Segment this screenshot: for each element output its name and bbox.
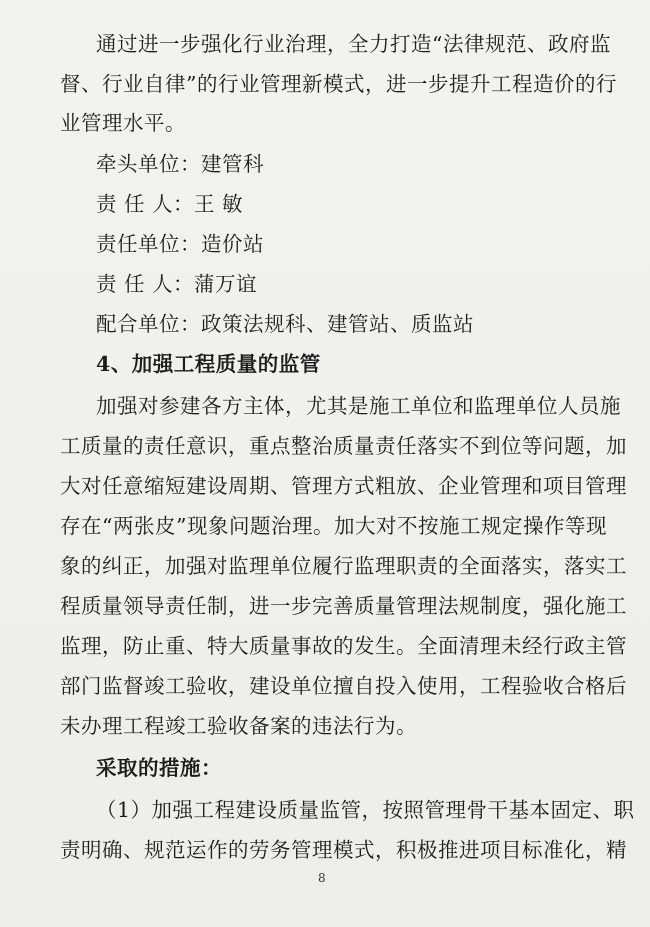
paragraph-2-line-9: 未办理工程竣工验收备案的违法行为。 bbox=[60, 714, 417, 738]
page-number: 8 bbox=[318, 871, 326, 885]
paragraph-2-line-7: 监理，防止重、特大质量事故的发生。全面清理未经行政主管 bbox=[60, 634, 627, 658]
measures-heading: 采取的措施： bbox=[96, 756, 222, 780]
measure-1-line-1: （1）加强工程建设质量监管，按照管理骨干基本固定、职 bbox=[96, 798, 635, 822]
paragraph-2-line-2: 工质量的责任意识，重点整治质量责任落实不到位等问题，加 bbox=[60, 434, 627, 458]
responsible-unit: 责任单位：造价站 bbox=[96, 232, 264, 256]
responsible-person-1: 责 任 人：王 敏 bbox=[96, 192, 244, 216]
section-heading: 4、加强工程质量的监管 bbox=[96, 352, 321, 376]
measure-1-line-2: 责明确、规范运作的劳务管理模式，积极推进项目标准化，精 bbox=[60, 838, 627, 862]
cooperating-units: 配合单位：政策法规科、建管站、质监站 bbox=[96, 312, 474, 336]
paragraph-2-line-4: 存在“两张皮”现象问题治理。加大对不按施工规定操作等现 bbox=[60, 514, 607, 538]
paragraph-2-line-6: 程质量领导责任制，进一步完善质量管理法规制度，强化施工 bbox=[60, 594, 627, 618]
paragraph-1-line-2: 督、行业自律”的行业管理新模式，进一步提升工程造价的行 bbox=[60, 72, 617, 96]
paragraph-2-line-1: 加强对参建各方主体，尤其是施工单位和监理单位人员施 bbox=[96, 394, 621, 418]
paragraph-1-line-1: 通过进一步强化行业治理，全力打造“法律规范、政府监 bbox=[96, 32, 611, 56]
paragraph-1-line-3: 业管理水平。 bbox=[60, 111, 186, 135]
paragraph-2-line-8: 部门监督竣工验收，建设单位擅自投入使用，工程验收合格后 bbox=[60, 674, 627, 698]
paragraph-2-line-3: 大对任意缩短建设周期、管理方式粗放、企业管理和项目管理 bbox=[60, 474, 627, 498]
responsible-person-2: 责 任 人：蒲万谊 bbox=[96, 272, 258, 296]
paragraph-2-line-5: 象的纠正，加强对监理单位履行监理职责的全面落实，落实工 bbox=[60, 554, 627, 578]
lead-unit: 牵头单位：建管科 bbox=[96, 152, 264, 176]
